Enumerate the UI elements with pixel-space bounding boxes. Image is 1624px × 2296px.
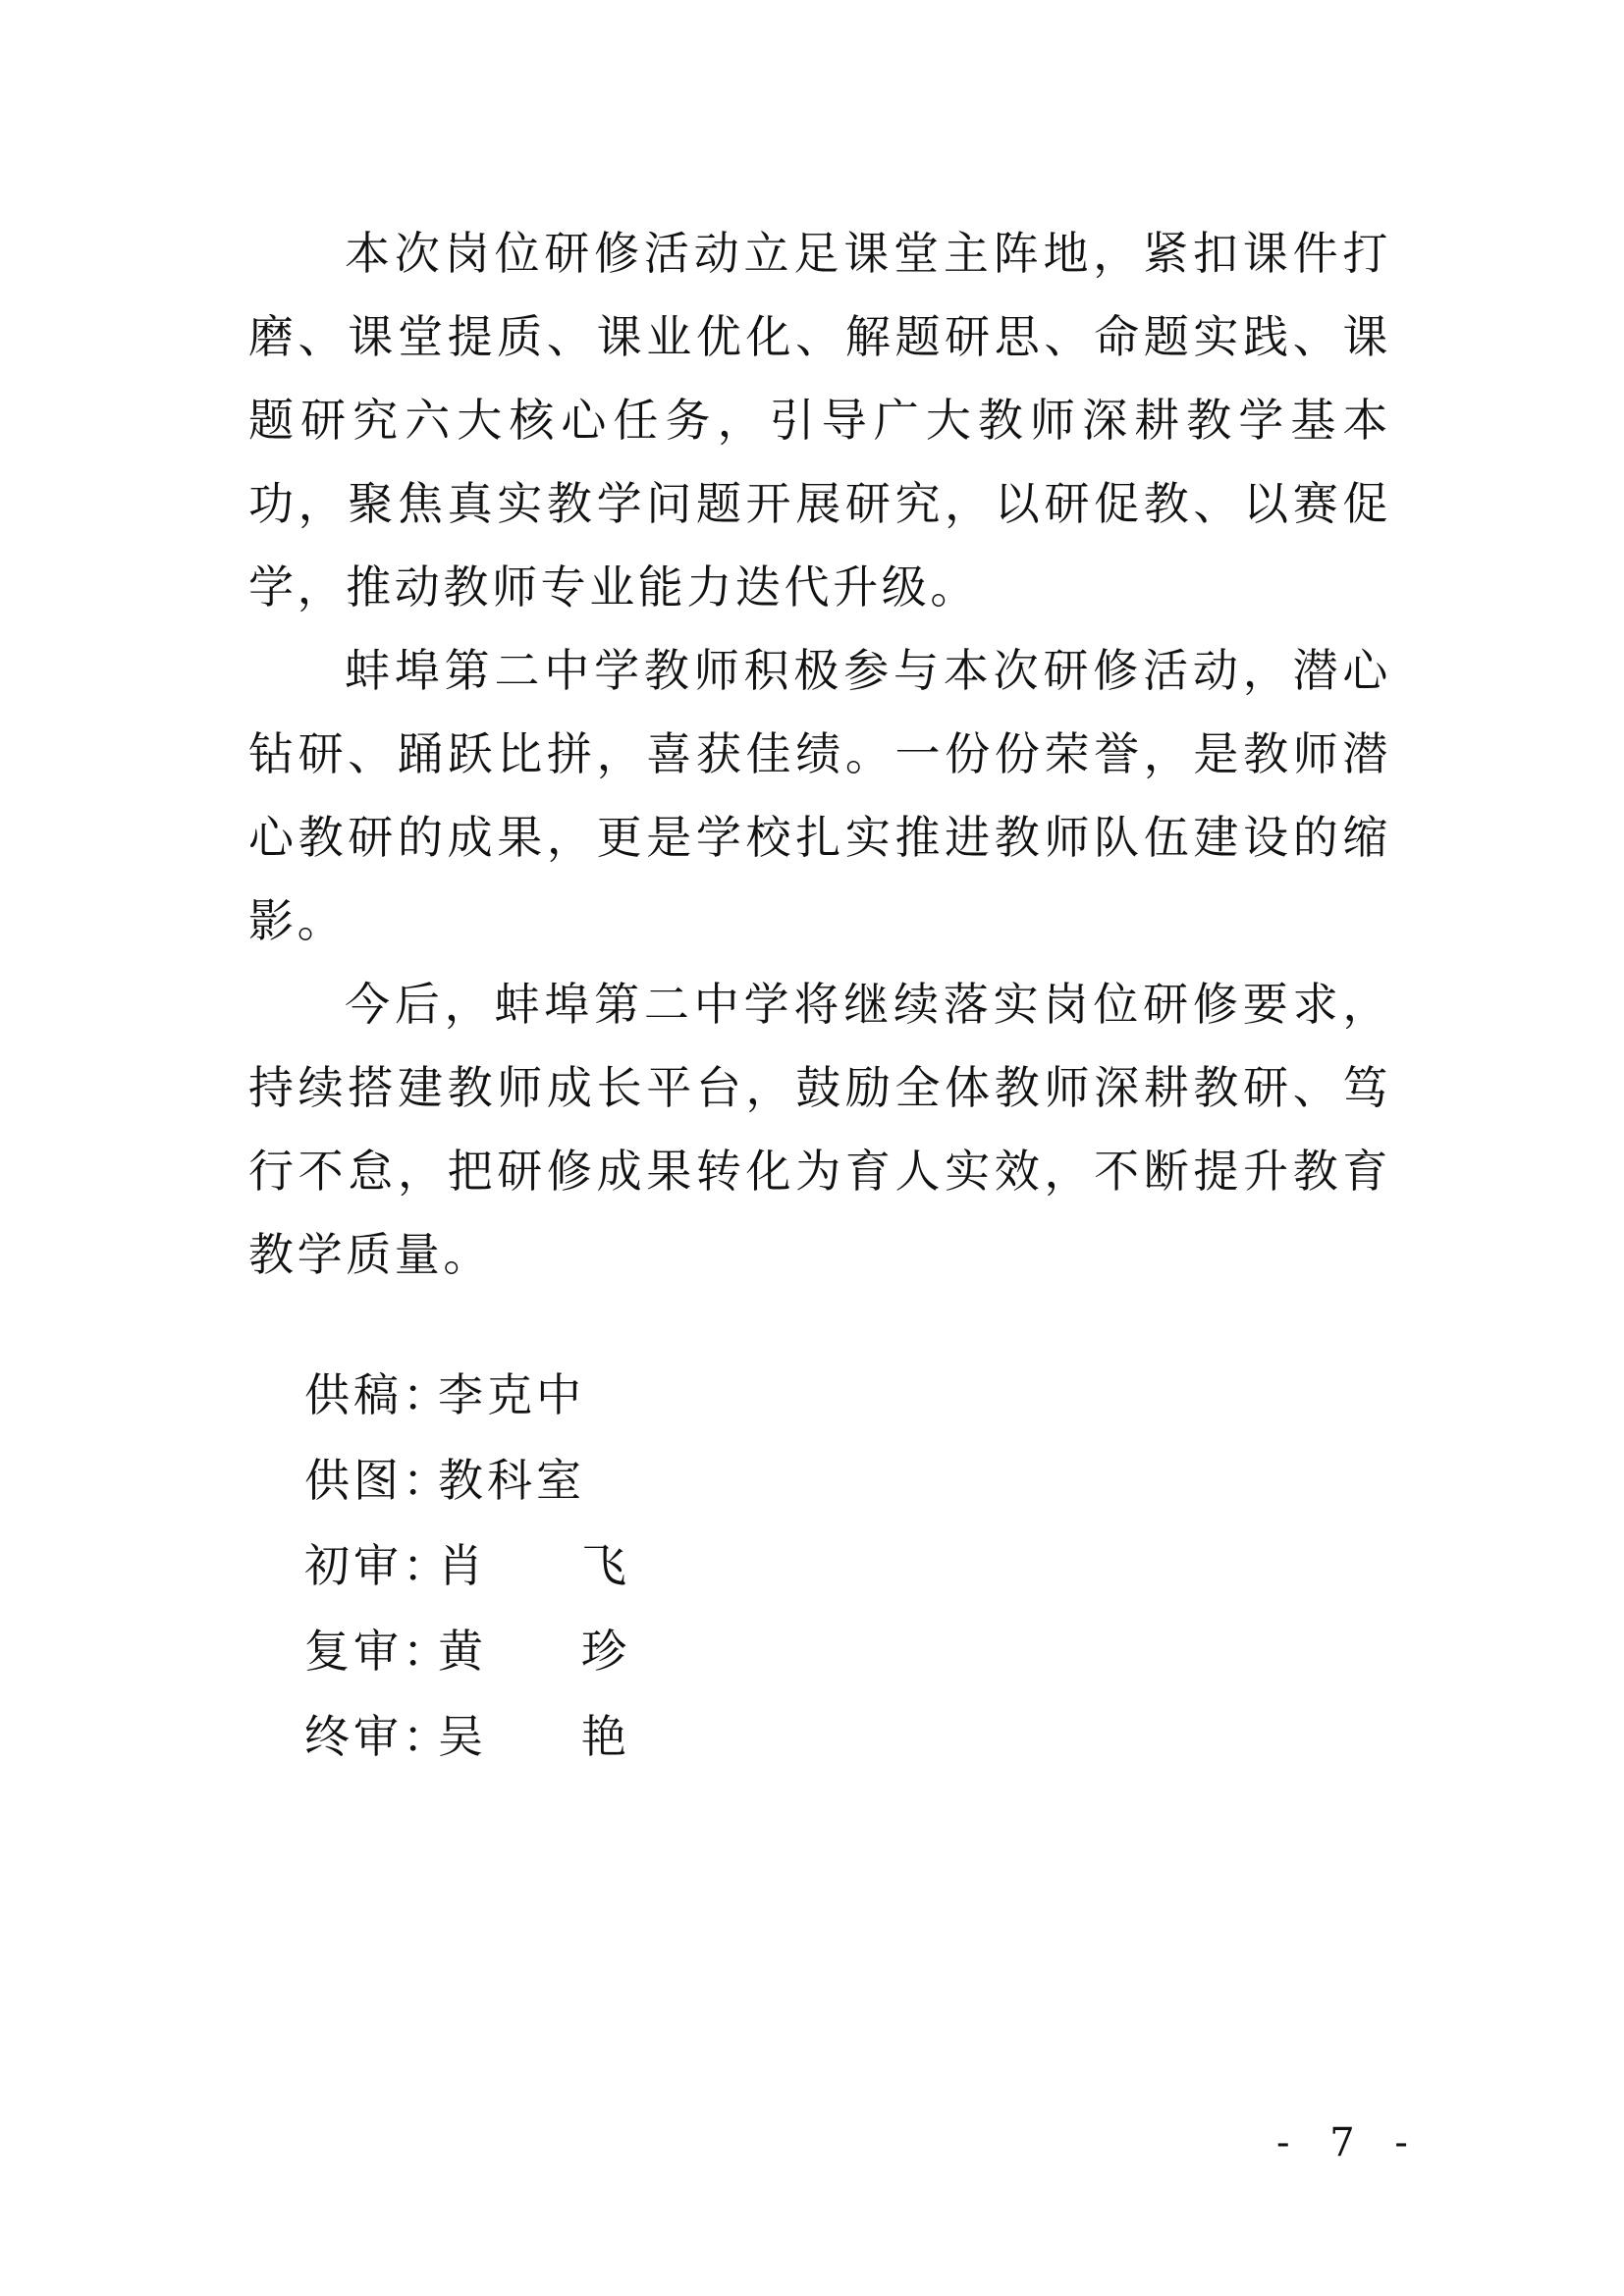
- credit-separator: ：: [403, 1710, 448, 1763]
- credit-separator: ：: [403, 1368, 448, 1421]
- credit-name-last: 珍: [581, 1625, 630, 1678]
- credit-name: [438, 1523, 630, 1609]
- credit-separator: ：: [403, 1454, 448, 1507]
- credit-row-second-review: [304, 1609, 630, 1694]
- credit-row-photo: [304, 1438, 630, 1523]
- paragraph-3: 今后，蚌埠第二中学将继续落实岗位研修要求，持续搭建教师成长平台，鼓励全体教师深耕教研、笃行不怠，把研修成果转化为育人实效，不断提升教育教学质量。: [248, 978, 1391, 1281]
- credit-name: 李克中: [438, 1368, 585, 1421]
- credit-name-first: 吴: [438, 1710, 487, 1763]
- paragraph-2: 蚌埠第二中学教师积极参与本次研修活动，潜心钻研、踊跃比拼，喜获佳绩。一份份荣誉，是教师潜心教研的成果，更是学校扎实推进教师队伍建设的缩影。: [248, 644, 1391, 947]
- credit-name-last: 飞: [581, 1539, 630, 1592]
- credit-name-first: 黄: [438, 1625, 487, 1678]
- page-number: - 7 -: [1276, 2120, 1422, 2165]
- credit-name: [438, 1609, 630, 1694]
- credits-block: [304, 1353, 630, 1780]
- article-body: [248, 212, 1391, 1297]
- credit-name-first: 肖: [438, 1539, 487, 1592]
- credit-row-first-review: [304, 1523, 630, 1609]
- credit-row-final-review: [304, 1694, 630, 1780]
- paragraph-1: 本次岗位研修活动立足课堂主阵地，紧扣课件打磨、课堂提质、课业优化、解题研思、命题实践、课题研究六大核心任务，引导广大教师深耕教学基本功，聚焦真实教学问题开展研究，以研促教、以赛促学，推动教师专业能力迭代升级。: [248, 227, 1391, 614]
- credit-label: 供稿: [304, 1368, 403, 1421]
- credit-name-last: 艳: [581, 1710, 630, 1763]
- credit-separator: ：: [403, 1539, 448, 1592]
- credit-name: 教科室: [438, 1454, 585, 1507]
- credit-name: [438, 1694, 630, 1780]
- credit-label: 供图: [304, 1454, 403, 1507]
- credit-label: 初审: [304, 1539, 403, 1592]
- credit-separator: ：: [403, 1625, 448, 1678]
- credit-label: 复审: [304, 1625, 403, 1678]
- credit-label: 终审: [304, 1710, 403, 1763]
- credit-row-contributor: [304, 1353, 630, 1438]
